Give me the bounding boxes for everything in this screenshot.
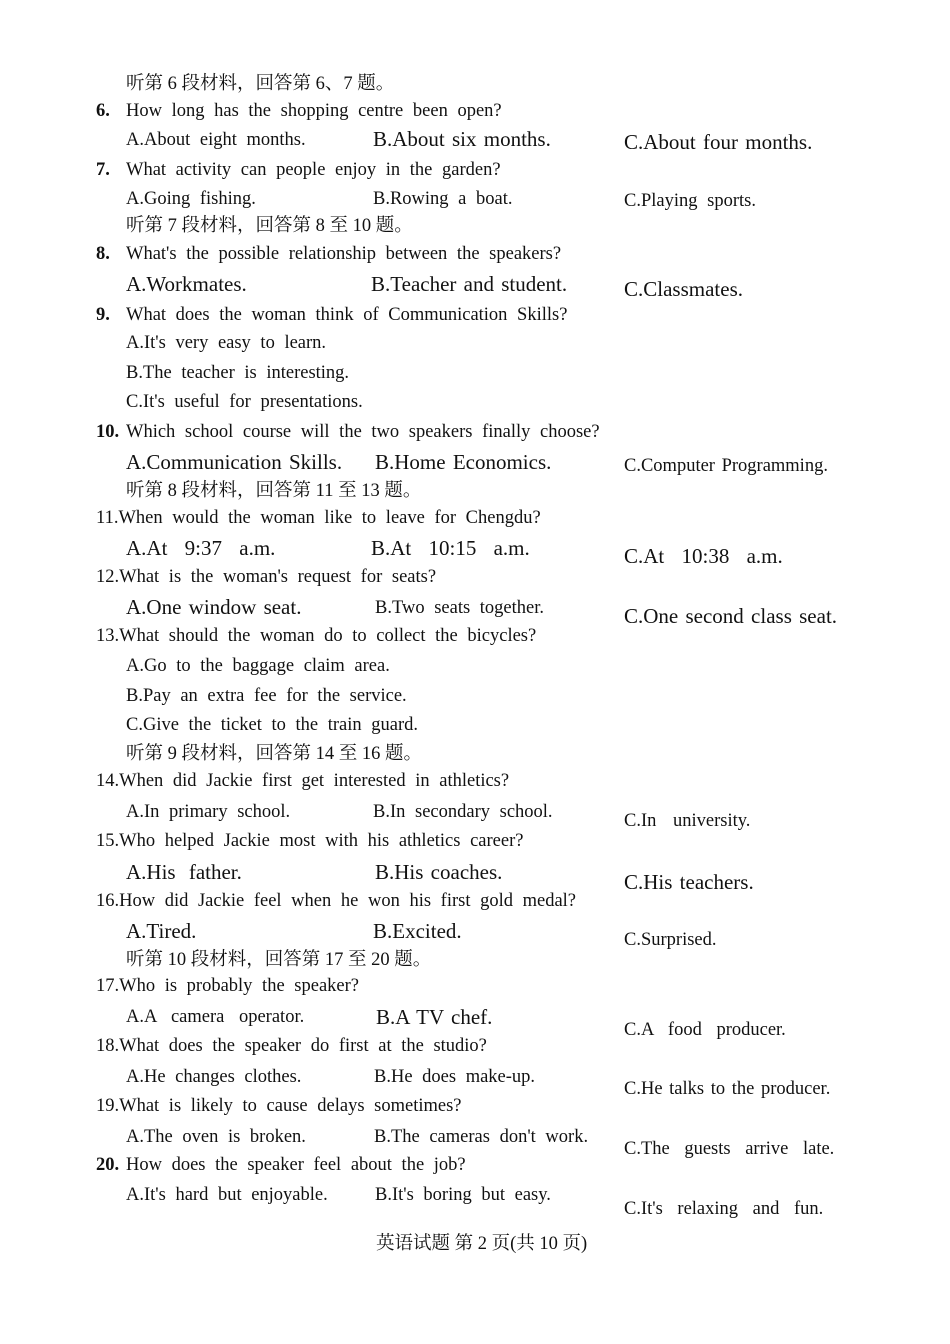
question-text: 15.Who helped Jackie most with his athletics career? (96, 831, 524, 851)
section-header: 听第 6 段材料，回答第 6、7 题。 (126, 74, 395, 94)
question-number: 20. (96, 1155, 120, 1175)
question-number: 8. (96, 244, 110, 264)
option-c: C.About four months. (624, 130, 813, 154)
option-a: A.Workmates. (126, 272, 247, 296)
option-c: C.It's useful for presentations. (126, 392, 363, 412)
question-text: How does the speaker feel about the job? (126, 1155, 466, 1175)
option-b: B.Pay an extra fee for the service. (126, 686, 407, 706)
question-text: 19.What is likely to cause delays sometimes? (96, 1096, 462, 1116)
section-header: 听第 8 段材料，回答第 11 至 13 题。 (126, 481, 422, 501)
question-text: 13.What should the woman do to collect the bicycles? (96, 626, 537, 646)
question-text: 17.Who is probably the speaker? (96, 976, 359, 996)
option-b: B.Two seats together. (375, 598, 545, 618)
option-c: C.In university. (624, 811, 751, 831)
option-b: B.At 10:15 a.m. (371, 536, 530, 560)
section-header: 听第 9 段材料，回答第 14 至 16 题。 (126, 744, 423, 764)
question-number: 7. (96, 160, 110, 180)
section-header: 听第 10 段材料，回答第 17 至 20 题。 (126, 950, 432, 970)
question-text: 12.What is the woman's request for seats? (96, 567, 437, 587)
option-b: B.The teacher is interesting. (126, 363, 350, 383)
option-b: B.It's boring but easy. (375, 1185, 551, 1205)
option-c: C.He talks to the producer. (624, 1079, 831, 1099)
question-number: 10. (96, 422, 120, 442)
option-b: B.Rowing a boat. (373, 189, 513, 209)
option-b: B.The cameras don't work. (374, 1127, 589, 1147)
option-b: B.About six months. (373, 127, 551, 151)
option-a: A.A camera operator. (126, 1007, 305, 1027)
question-text: Which school course will the two speakers finally choose? (126, 422, 600, 442)
option-a: A.One window seat. (126, 595, 302, 619)
option-a: A.The oven is broken. (126, 1127, 306, 1147)
option-c: C.At 10:38 a.m. (624, 544, 783, 568)
option-a: A.Communication Skills. (126, 450, 343, 474)
option-a: A.Going fishing. (126, 189, 256, 209)
option-b: B.Home Economics. (375, 450, 552, 474)
option-c: C.Computer Programming. (624, 456, 828, 476)
option-a: A.Tired. (126, 919, 197, 943)
question-text: 16.How did Jackie feel when he won his first gold medal? (96, 891, 577, 911)
question-text: 11.When would the woman like to leave for Chengdu? (96, 508, 541, 528)
option-a: A.In primary school. (126, 802, 291, 822)
option-a: A.His father. (126, 860, 242, 884)
option-a: A.Go to the baggage claim area. (126, 656, 390, 676)
option-c: C.One second class seat. (624, 604, 838, 628)
option-c: C.Surprised. (624, 930, 717, 950)
question-number: 9. (96, 305, 110, 325)
option-b: B.Teacher and student. (371, 272, 568, 296)
option-c: C.It's relaxing and fun. (624, 1199, 824, 1219)
section-header: 听第 7 段材料，回答第 8 至 10 题。 (126, 216, 413, 236)
question-number: 6. (96, 101, 110, 121)
option-b: B.Excited. (373, 919, 462, 943)
option-c: C.The guests arrive late. (624, 1139, 835, 1159)
option-b: B.He does make-up. (374, 1067, 536, 1087)
page-footer: 英语试题 第 2 页(共 10 页) (376, 1234, 588, 1254)
option-b: B.His coaches. (375, 860, 503, 884)
option-a: A.He changes clothes. (126, 1067, 302, 1087)
option-a: A.About eight months. (126, 130, 306, 150)
option-a: A.At 9:37 a.m. (126, 536, 276, 560)
question-text: What's the possible relationship between the speakers? (126, 244, 562, 264)
option-b: B.In secondary school. (373, 802, 553, 822)
option-c: C.Classmates. (624, 277, 743, 301)
question-text: How long has the shopping centre been open? (126, 101, 502, 121)
option-c: C.Give the ticket to the train guard. (126, 715, 419, 735)
option-a: A.It's hard but enjoyable. (126, 1185, 328, 1205)
question-text: 14.When did Jackie first get interested in athletics? (96, 771, 510, 791)
option-c: C.His teachers. (624, 870, 754, 894)
option-b: B.A TV chef. (376, 1005, 493, 1029)
question-text: What does the woman think of Communication Skills? (126, 305, 568, 325)
option-c: C.A food producer. (624, 1020, 786, 1040)
option-c: C.Playing sports. (624, 191, 756, 211)
question-text: 18.What does the speaker do first at the studio? (96, 1036, 487, 1056)
option-a: A.It's very easy to learn. (126, 333, 327, 353)
question-text: What activity can people enjoy in the garden? (126, 160, 501, 180)
